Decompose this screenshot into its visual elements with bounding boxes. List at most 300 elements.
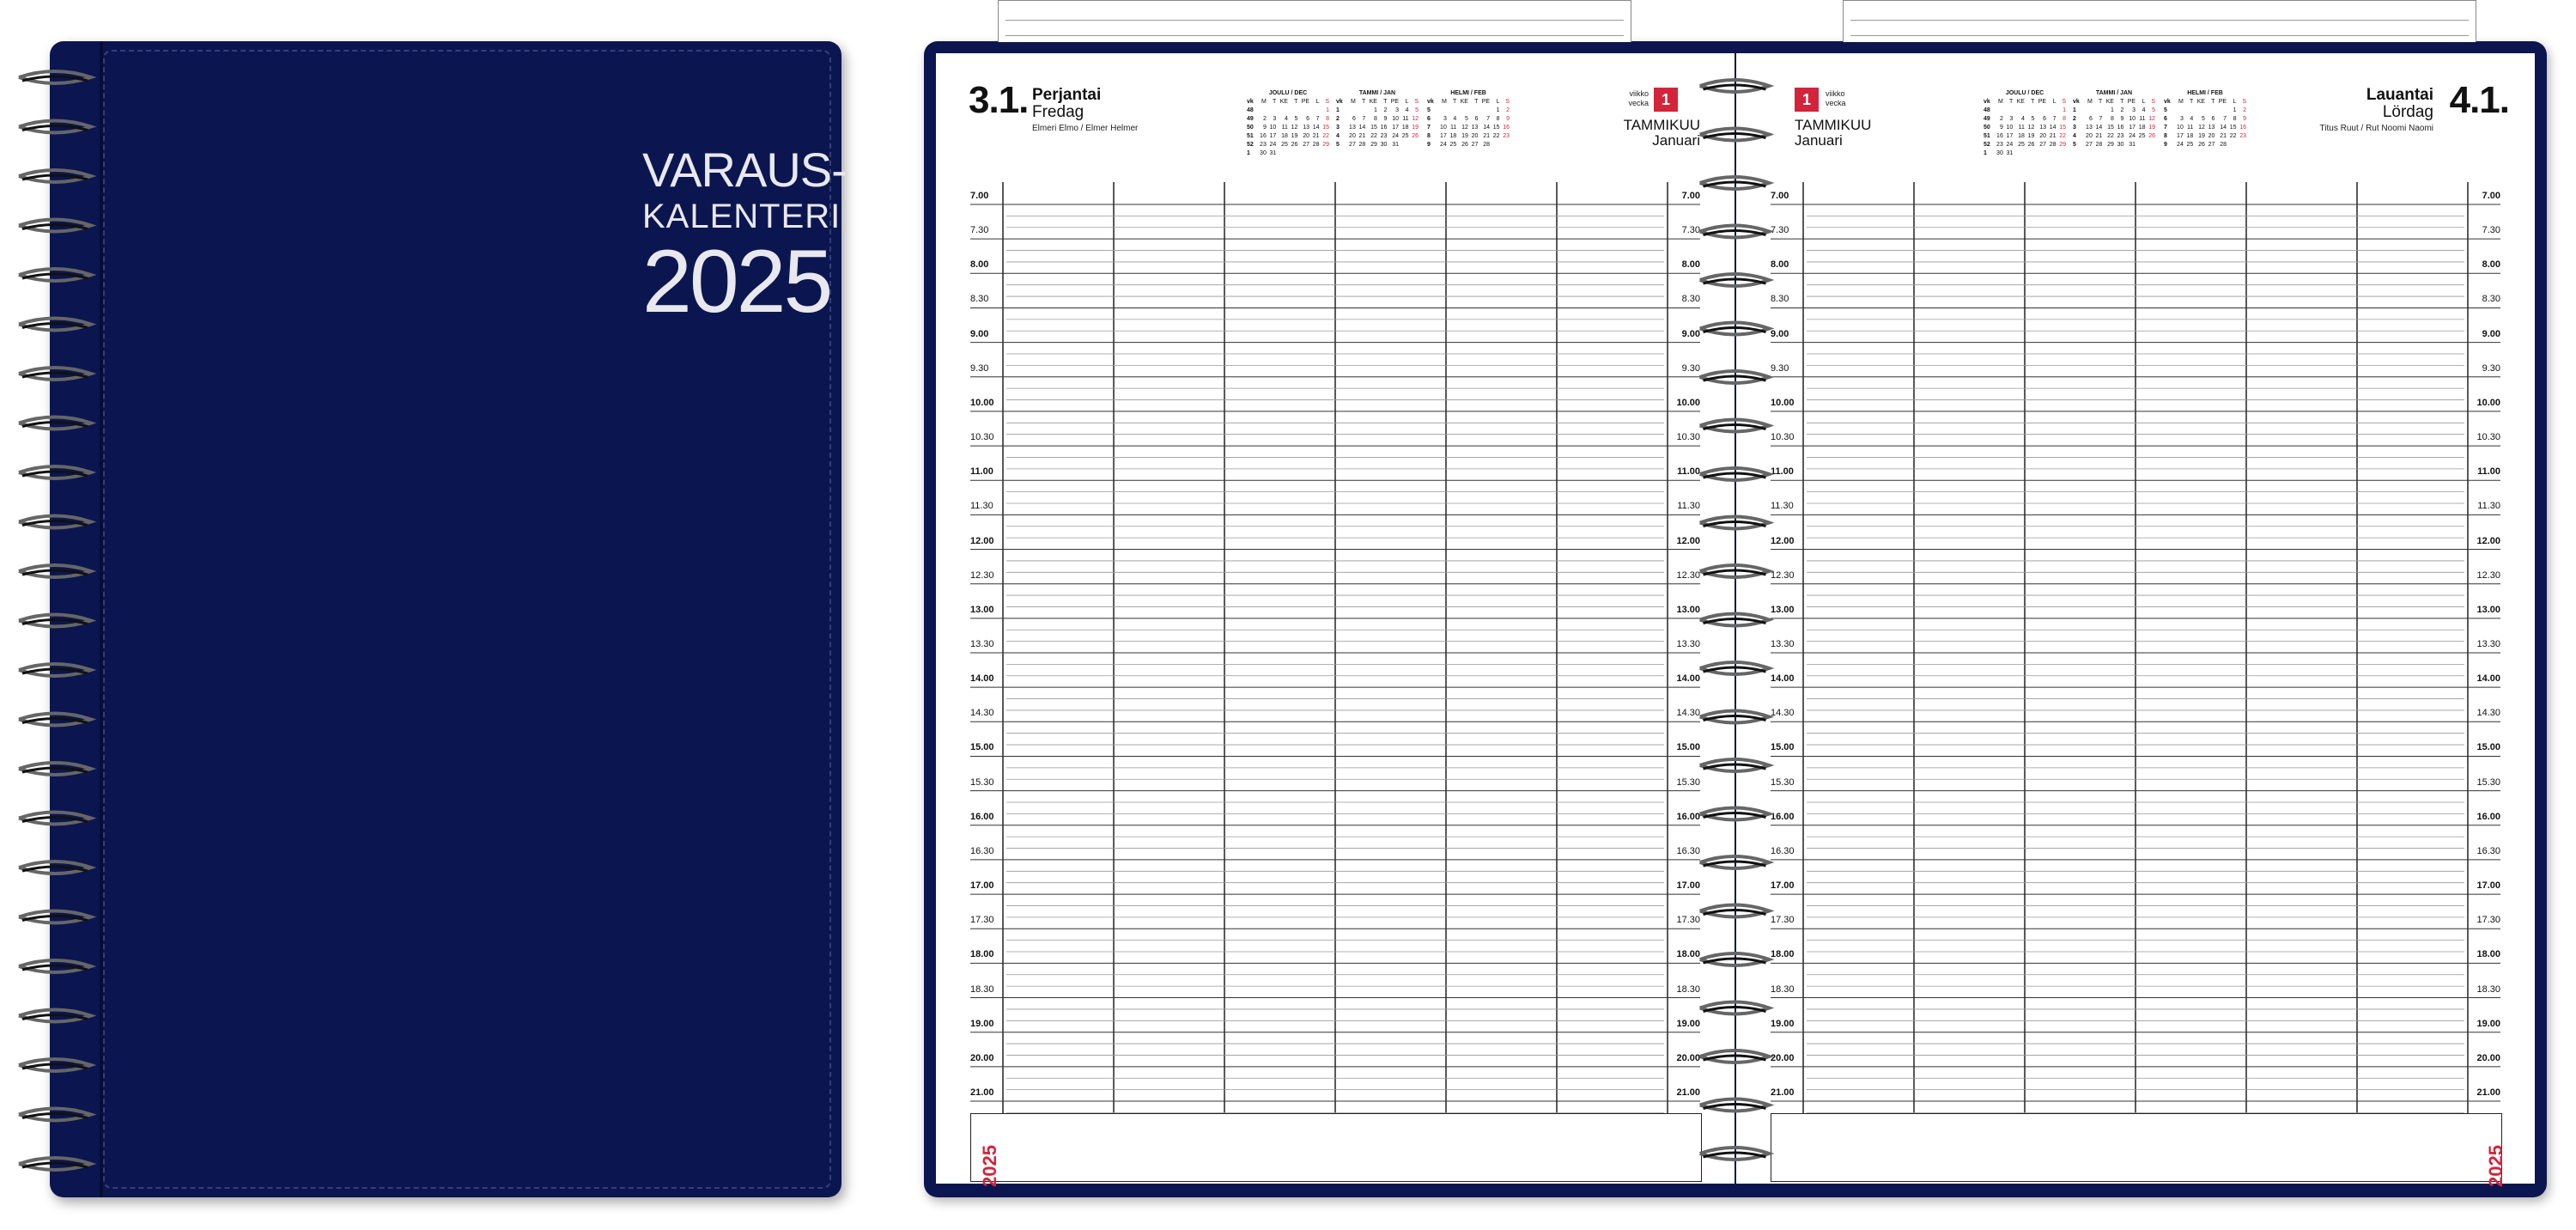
time-label: 9.30 <box>1771 362 1789 374</box>
mini-calendar-day: 18 <box>2138 125 2146 131</box>
time-label: 10.30 <box>2476 432 2500 443</box>
mini-calendar-day: 18 <box>2186 133 2194 139</box>
mini-calendar-header-cell: S <box>1325 99 1329 105</box>
mini-calendar-day <box>1993 107 2002 115</box>
time-label: 12.30 <box>2476 569 2500 581</box>
mini-calendar-day: 8 <box>2233 116 2237 122</box>
time-label: 14.00 <box>970 673 994 685</box>
mini-calendar-day: 15 <box>2107 125 2114 131</box>
mini-calendar-header-cell: M <box>1351 99 1356 105</box>
right-notes-box[interactable] <box>1771 1113 2502 1182</box>
mini-calendar-day: 27 <box>2086 142 2093 148</box>
mini-calendar-day: 8 <box>2164 133 2167 139</box>
time-label: 15.30 <box>970 776 994 788</box>
mini-calendar-header-cell: vk <box>2164 99 2171 105</box>
mini-calendar-day <box>1490 141 1499 149</box>
mini-calendar-day: 7 <box>2164 125 2167 131</box>
mini-calendar-day: 31 <box>1269 150 1277 156</box>
mini-calendar-header-cell: M <box>2178 99 2184 105</box>
mini-calendar-day: 13 <box>2086 125 2093 131</box>
mini-calendar-day: 28 <box>2049 142 2057 148</box>
spiral-ring <box>1700 614 1770 626</box>
mini-calendar-day <box>1456 107 1468 115</box>
spiral-ring <box>19 664 91 676</box>
mini-calendar-day <box>2082 107 2092 115</box>
mini-calendar-header-cell: M <box>1998 99 2003 105</box>
mini-calendar-day: 21 <box>2220 133 2227 139</box>
mini-calendar-day: 2 <box>1383 107 1388 113</box>
mini-calendar-day: 8 <box>1496 116 1500 122</box>
right-index-tabs[interactable] <box>1843 0 2476 42</box>
spiral-ring <box>1700 711 1770 723</box>
mini-calendar-day: 48 <box>1984 107 1990 113</box>
mini-calendar-header-cell: T <box>1294 99 1298 105</box>
mini-calendar-day: 11 <box>1402 116 1409 122</box>
time-label: 15.00 <box>2476 742 2500 753</box>
mini-calendar-header-cell: KE <box>2196 99 2205 105</box>
mini-calendar-day: 7 <box>2223 116 2227 122</box>
time-label: 16.00 <box>2476 811 2500 822</box>
mini-calendar-day: 52 <box>1984 142 1990 148</box>
mini-calendar-day: 6 <box>1352 116 1356 122</box>
mini-calendar-day: 9 <box>1506 116 1510 122</box>
mini-calendar-day: 10 <box>1440 125 1447 131</box>
cover-title-line2: KALENTERI <box>642 198 841 235</box>
time-label: 9.30 <box>970 362 989 374</box>
time-label: 13.30 <box>2476 639 2500 649</box>
time-label: 13.30 <box>1771 639 1795 649</box>
mini-calendar-day: 27 <box>2208 142 2215 148</box>
time-label: 18.00 <box>2476 949 2500 960</box>
mini-calendar-day: 31 <box>1392 142 1400 148</box>
cover-title <box>642 143 847 332</box>
mini-calendar-day: 22 <box>1370 133 1377 139</box>
mini-calendar-day: 3 <box>2009 116 2014 122</box>
mini-calendar-day: 30 <box>2117 142 2124 148</box>
mini-calendar-day <box>1309 149 1319 158</box>
mini-calendar-dec <box>1984 89 2066 158</box>
mini-calendar-day <box>2227 141 2236 149</box>
mini-calendar-day: 16 <box>1503 125 1510 131</box>
mini-calendar-title: HELMI / FEB <box>2187 90 2223 96</box>
spiral-ring <box>19 417 91 429</box>
time-label: 11.30 <box>970 501 993 512</box>
mini-calendar-day: 5 <box>1336 142 1340 148</box>
spiral-ring <box>1700 274 1770 286</box>
left-month-fi: TAMMIKUU <box>1623 117 1700 133</box>
spiral-ring <box>19 1059 91 1071</box>
time-label: 13.30 <box>970 639 994 649</box>
mini-calendar-header-cell: KE <box>1460 99 1468 105</box>
mini-calendar-day <box>1319 149 1329 158</box>
mini-calendar-header-cell: T <box>1474 99 1479 105</box>
time-label: 17.30 <box>2476 915 2500 926</box>
mini-calendar-header-cell: M <box>1261 99 1267 105</box>
spiral-ring <box>1700 953 1770 965</box>
mini-calendar-day: 24 <box>2129 133 2136 139</box>
mini-calendar-day <box>2046 149 2056 158</box>
spiral-ring <box>1700 80 1770 92</box>
mini-calendar-header-cell: T <box>2098 99 2103 105</box>
time-label: 17.30 <box>1771 915 1795 926</box>
time-label: 8.00 <box>970 259 989 271</box>
time-label: 15.00 <box>970 742 994 753</box>
mini-calendar-day: 10 <box>2006 125 2014 131</box>
mini-calendar-header-cell: vk <box>1247 99 1254 105</box>
spiral-ring <box>19 615 91 627</box>
mini-calendar-header-cell: KE <box>1369 99 1377 105</box>
mini-calendar-day <box>2236 141 2246 149</box>
time-label: 7.00 <box>1681 191 1700 201</box>
time-label: 14.30 <box>970 708 994 719</box>
time-label: 12.30 <box>970 569 994 581</box>
mini-calendar-day: 7 <box>1427 125 1431 131</box>
mini-calendar-day <box>1399 141 1408 149</box>
mini-calendar-header-cell: S <box>2242 99 2246 105</box>
mini-calendar-header-cell: L <box>2233 99 2237 105</box>
mini-calendar-header-cell: S <box>1505 99 1510 105</box>
mini-calendar-day: 10 <box>2129 116 2136 122</box>
mini-calendar-day: 17 <box>2006 133 2014 139</box>
mini-calendar-header-cell: L <box>1405 99 1409 105</box>
mini-calendar-day: 14 <box>2220 125 2227 131</box>
left-notes-box[interactable] <box>970 1113 1702 1182</box>
time-label: 11.00 <box>1677 466 1700 478</box>
time-label: 15.30 <box>2476 776 2500 788</box>
mini-calendar-day <box>2173 107 2183 115</box>
mini-calendar-day: 7 <box>2052 116 2057 122</box>
mini-calendar-day: 1 <box>1247 150 1250 156</box>
left-page-header <box>936 53 1735 165</box>
mini-calendar-day: 18 <box>1281 133 1288 139</box>
mini-calendar-day: 12 <box>2198 125 2205 131</box>
mini-calendar-day: 1 <box>2073 107 2076 113</box>
mini-calendar-day: 12 <box>2027 125 2035 131</box>
mini-calendar-day: 5 <box>1294 116 1298 122</box>
mini-calendar-header-cell: vk <box>2073 99 2080 105</box>
mini-calendar-day: 17 <box>1392 125 1400 131</box>
time-label: 14.30 <box>2476 708 2500 719</box>
mini-calendar-day: 28 <box>1358 142 1366 148</box>
mini-calendar-day: 23 <box>2239 133 2246 139</box>
mini-calendar-day: 9 <box>1427 142 1431 148</box>
mini-calendar-day: 24 <box>1392 133 1400 139</box>
mini-calendar-day <box>2025 107 2034 115</box>
mini-calendar-day: 21 <box>1358 133 1366 139</box>
mini-calendar-day: 17 <box>1440 133 1447 139</box>
mini-calendar-day: 2 <box>2120 107 2124 113</box>
mini-calendar-day: 49 <box>1247 116 1254 122</box>
time-label: 11.30 <box>1771 501 1794 512</box>
time-label: 7.00 <box>1771 191 1789 201</box>
mini-calendar-day: 11 <box>1449 125 1457 131</box>
mini-calendar-day: 21 <box>1312 133 1320 139</box>
mini-calendar-day: 9 <box>2243 116 2246 122</box>
spiral-ring <box>19 763 91 775</box>
center-spiral-binding <box>1693 72 1776 1172</box>
time-label: 12.00 <box>1676 535 1700 546</box>
time-label: 8.00 <box>1681 259 1700 271</box>
mini-calendar-day: 26 <box>1461 142 1468 148</box>
time-label: 19.00 <box>970 1018 994 1029</box>
mini-calendar-day: 30 <box>1380 142 1388 148</box>
mini-calendar-day: 16 <box>1260 133 1267 139</box>
mini-calendar-day <box>1267 107 1276 115</box>
mini-calendar-day: 19 <box>2198 133 2205 139</box>
mini-calendar-day <box>1499 141 1510 149</box>
left-index-tabs[interactable] <box>998 0 1631 42</box>
mini-calendar-jan <box>1336 89 1419 149</box>
mini-calendar-day: 20 <box>1471 133 1479 139</box>
right-day-fi: Lauantai <box>2366 86 2433 104</box>
mini-calendar-day: 12 <box>1461 125 1468 131</box>
time-label: 8.30 <box>970 294 989 305</box>
time-label: 16.30 <box>2476 845 2500 856</box>
time-label: 11.00 <box>1771 466 1794 478</box>
spiral-ring <box>1700 662 1770 674</box>
mini-calendar-day: 3 <box>2132 107 2136 113</box>
time-label: 13.00 <box>970 604 994 615</box>
cover-title-line1: VARAUS- <box>642 143 847 197</box>
mini-calendar-day: 1 <box>2063 107 2066 113</box>
time-label: 11.00 <box>2477 466 2500 478</box>
time-label: 21.00 <box>1771 1087 1795 1098</box>
mini-calendar-day: 8 <box>1374 116 1377 122</box>
mini-calendar-day: 18 <box>1449 133 1457 139</box>
mini-calendar-day: 31 <box>2129 142 2136 148</box>
spiral-ring <box>1700 1002 1770 1014</box>
time-label: 20.00 <box>1676 1052 1700 1063</box>
mini-calendar-day: 25 <box>1401 133 1409 139</box>
mini-calendar-day <box>1309 107 1319 115</box>
mini-calendar-day: 15 <box>2059 125 2066 131</box>
mini-calendar-header-cell: PE <box>1481 99 1491 105</box>
mini-calendar-day: 7 <box>2099 116 2103 122</box>
time-label: 14.00 <box>1676 673 1700 685</box>
time-label: 8.00 <box>1771 259 1789 271</box>
mini-calendar-day: 23 <box>1380 133 1388 139</box>
mini-calendar-day: 5 <box>2164 107 2167 113</box>
time-label: 21.00 <box>2476 1087 2500 1098</box>
mini-calendar-day: 20 <box>1349 133 1356 139</box>
time-label: 16.00 <box>1771 811 1795 822</box>
left-date: 3.1. <box>969 79 1029 121</box>
spiral-ring <box>19 319 91 331</box>
mini-calendar-day <box>1256 107 1266 115</box>
mini-calendar-day: 48 <box>1247 107 1254 113</box>
mini-calendar-day: 26 <box>1412 133 1419 139</box>
mini-calendar-day: 2 <box>1506 107 1510 113</box>
mini-calendar-day: 14 <box>2095 125 2103 131</box>
mini-calendar-day: 30 <box>1996 150 2003 156</box>
mini-calendar-day <box>1356 107 1365 115</box>
spiral-ring <box>19 1109 91 1121</box>
spiral-ring <box>1700 1099 1770 1111</box>
mini-calendar-day: 10 <box>1269 125 1277 131</box>
right-day-sv: Lördag <box>2382 103 2433 121</box>
mini-calendar-header-cell: PE <box>1301 99 1310 105</box>
time-label: 20.00 <box>2476 1052 2500 1063</box>
mini-calendar-day: 21 <box>2049 133 2057 139</box>
mini-calendar-header-cell: M <box>2087 99 2093 105</box>
mini-calendar-day: 25 <box>2186 142 2194 148</box>
time-label: 14.00 <box>1771 673 1795 685</box>
time-label: 17.00 <box>970 880 994 892</box>
mini-calendar-day: 4 <box>1336 133 1340 139</box>
time-label: 18.00 <box>1771 949 1795 960</box>
mini-calendar-day: 22 <box>1322 133 1329 139</box>
mini-calendar-day: 1 <box>1984 150 1987 156</box>
right-month-fi: TAMMIKUU <box>1795 117 1872 133</box>
spiral-ring <box>19 220 91 232</box>
mini-calendar-day: 8 <box>2111 116 2114 122</box>
spiral-ring <box>1700 517 1770 529</box>
mini-calendar-day: 5 <box>2031 116 2035 122</box>
mini-calendar-day: 10 <box>2177 125 2184 131</box>
mini-calendar-feb <box>1427 89 1510 149</box>
spiral-ring <box>19 813 91 825</box>
time-label: 13.00 <box>1771 604 1795 615</box>
time-label: 12.30 <box>1771 569 1795 581</box>
mini-calendar-day <box>1447 107 1456 115</box>
mini-calendar-day: 17 <box>2177 133 2184 139</box>
spiral-ring <box>1700 177 1770 189</box>
left-day-sv: Fredag <box>1032 103 1084 121</box>
mini-calendar-day <box>2193 107 2205 115</box>
mini-calendar-header-cell: T <box>1383 99 1388 105</box>
mini-calendar-day: 19 <box>1291 133 1298 139</box>
mini-calendar-day: 25 <box>1449 142 1457 148</box>
mini-calendar-header-cell: PE <box>1390 99 1400 105</box>
mini-calendar-day <box>2034 107 2046 115</box>
time-label: 7.00 <box>970 191 989 201</box>
mini-calendar-header-cell: M <box>1442 99 1447 105</box>
mini-calendar-day: 12 <box>1412 116 1419 122</box>
mini-calendar-day: 3 <box>2179 116 2184 122</box>
mini-calendar-day: 26 <box>1291 142 1298 148</box>
mini-calendar-day: 24 <box>1440 142 1447 148</box>
mini-calendar-day <box>2145 141 2155 149</box>
mini-calendar-day <box>1276 107 1288 115</box>
mini-calendar-header-cell: L <box>1496 99 1500 105</box>
mini-calendar-day: 22 <box>1492 133 1500 139</box>
time-label: 20.00 <box>970 1052 994 1063</box>
mini-calendar-day: 18 <box>2018 133 2025 139</box>
mini-calendar-day: 50 <box>1984 125 1990 131</box>
mini-calendar-day <box>1276 149 1288 158</box>
mini-calendar-day: 23 <box>1260 142 1267 148</box>
mini-calendar-day <box>2025 149 2034 158</box>
mini-calendar-day: 3 <box>1273 116 1277 122</box>
mini-calendar-day: 24 <box>2006 142 2014 148</box>
mini-calendar-day: 19 <box>2148 125 2155 131</box>
mini-calendar-day <box>2034 149 2046 158</box>
mini-calendar-day: 3 <box>2073 125 2076 131</box>
spiral-ring <box>1700 420 1770 432</box>
mini-calendar-header-cell: vk <box>1984 99 1990 105</box>
time-label: 17.30 <box>970 915 994 926</box>
mini-calendar-day: 5 <box>1415 107 1419 113</box>
time-label: 16.30 <box>1771 845 1795 856</box>
time-label: 11.00 <box>970 466 993 478</box>
mini-calendar-day: 1 <box>2111 107 2114 113</box>
spiral-ring <box>19 71 91 83</box>
mini-calendar-day: 5 <box>2073 142 2076 148</box>
mini-calendar-header-cell: T <box>2008 99 2014 105</box>
spiral-ring <box>19 170 91 182</box>
time-label: 8.30 <box>1681 294 1700 305</box>
left-month-sv: Januari <box>1652 132 1700 149</box>
mini-calendar-day: 8 <box>1427 133 1431 139</box>
time-label: 19.00 <box>1676 1018 1700 1029</box>
time-label: 18.30 <box>2476 983 2500 995</box>
left-year-vertical: 2025 <box>979 1145 1000 1187</box>
time-label: 17.00 <box>1771 880 1795 892</box>
mini-calendar-day: 29 <box>2059 142 2066 148</box>
cover-spiral-binding <box>12 65 98 1182</box>
mini-calendar-day: 14 <box>2049 125 2057 131</box>
mini-calendar-day: 12 <box>2148 116 2155 122</box>
spiral-ring <box>19 516 91 528</box>
time-label: 10.00 <box>1676 397 1700 408</box>
mini-calendar-header-cell: T <box>2120 99 2124 105</box>
time-label: 8.30 <box>2482 294 2500 305</box>
mini-calendar-header-cell: vk <box>1427 99 1434 105</box>
mini-calendar-day: 27 <box>1349 142 1356 148</box>
left-page <box>936 53 1735 1187</box>
time-label: 18.00 <box>1676 949 1700 960</box>
mini-calendar-day: 15 <box>1322 125 1329 131</box>
spiral-ring <box>19 1158 91 1170</box>
mini-calendar-day: 14 <box>1312 125 1320 131</box>
time-grid-lines <box>970 182 1700 1113</box>
left-week-number: 1 <box>1654 88 1678 112</box>
mini-calendar-day <box>1346 107 1355 115</box>
mini-calendar-day: 29 <box>1322 142 1329 148</box>
mini-calendar-day: 2 <box>2073 116 2076 122</box>
right-date: 4.1. <box>2449 79 2509 121</box>
mini-calendar-day <box>1297 107 1309 115</box>
spiral-ring <box>1700 371 1770 383</box>
mini-calendar-day: 11 <box>2018 125 2025 131</box>
mini-calendar-day: 2 <box>2243 107 2246 113</box>
time-label: 13.00 <box>1676 604 1700 615</box>
time-label: 15.00 <box>1771 742 1795 753</box>
mini-calendar-day: 28 <box>1312 142 1320 148</box>
mini-calendar-day <box>1288 149 1297 158</box>
time-label: 20.00 <box>1771 1052 1795 1063</box>
spiral-ring <box>19 466 91 478</box>
mini-calendar-day: 5 <box>1465 116 1468 122</box>
spiral-ring <box>19 269 91 281</box>
mini-calendar-day: 4 <box>2021 116 2025 122</box>
mini-calendar-day: 6 <box>1427 116 1431 122</box>
mini-calendar-day: 25 <box>2138 133 2146 139</box>
time-label: 12.30 <box>1676 569 1700 581</box>
time-label: 21.00 <box>970 1087 994 1098</box>
spiral-ring <box>19 368 91 380</box>
mini-calendar-day: 8 <box>2063 116 2066 122</box>
mini-calendar-day: 19 <box>1461 133 1468 139</box>
time-label: 12.00 <box>1771 535 1795 546</box>
mini-calendar-day: 16 <box>2117 125 2124 131</box>
time-label: 18.30 <box>1771 983 1795 995</box>
mini-calendar-day: 6 <box>2088 116 2093 122</box>
mini-calendar-day: 6 <box>2164 116 2167 122</box>
time-label: 9.00 <box>970 328 989 339</box>
mini-calendar-day: 23 <box>1996 142 2003 148</box>
mini-calendar-day: 1 <box>1336 107 1340 113</box>
